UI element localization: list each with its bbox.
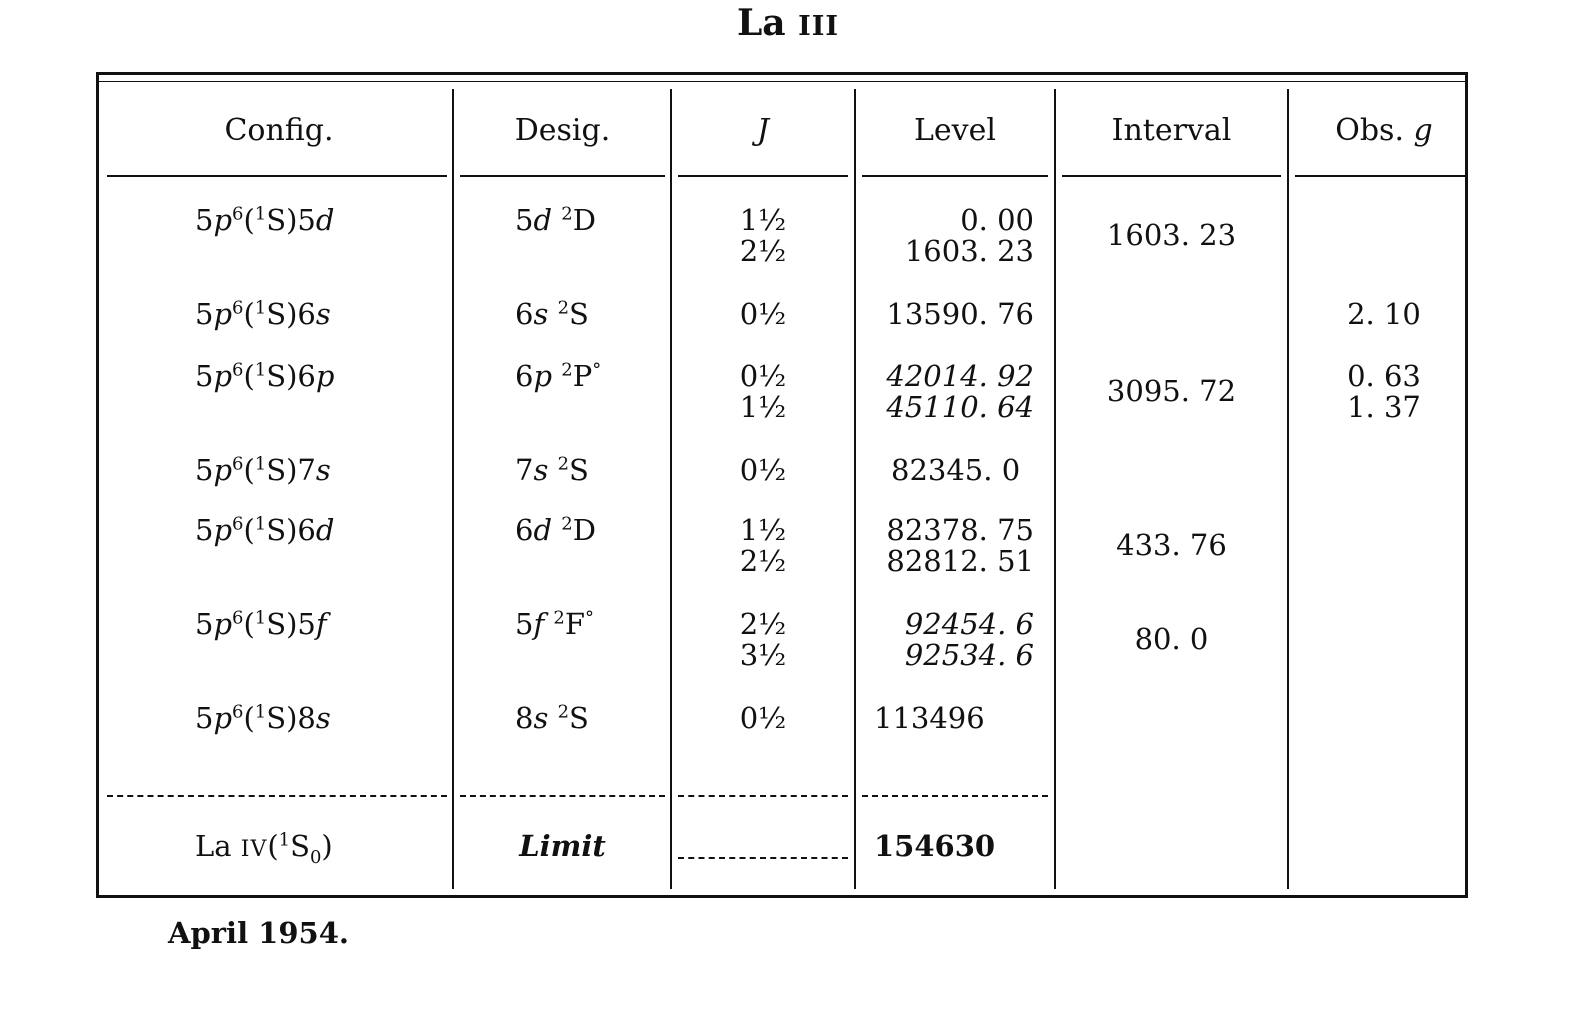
header-rule — [1295, 175, 1465, 177]
limit-level: 154630 — [874, 829, 996, 863]
row-level: 42014. 92 45110. 64 — [886, 359, 1034, 424]
header-rule — [678, 175, 848, 177]
row-config: $5p^6(^1S)5f$ — [195, 607, 327, 641]
row-config: $5p^6(^1S)5d$ — [195, 203, 335, 237]
row-desig: 6d $^2$D — [515, 513, 596, 547]
row-desig: 8s $^2$S — [515, 701, 589, 735]
header-rule — [862, 175, 1048, 177]
row-level: 113496 — [874, 701, 985, 735]
row-level: 82345. 0 — [891, 453, 1021, 487]
row-desig: 6s $^2$S — [515, 297, 589, 331]
header-rule — [1062, 175, 1281, 177]
row-j: 1½ 2½ — [739, 203, 787, 268]
row-interval: 433. 76 — [1116, 528, 1227, 562]
header-rule — [107, 175, 447, 177]
header-desig: Desig. — [514, 113, 611, 148]
limit-desig: Limit — [519, 829, 606, 863]
header-j: J — [756, 113, 770, 148]
row-config: $5p^6(^1S)7s$ — [195, 453, 331, 487]
limit-separator — [678, 795, 848, 797]
row-j: 0½ — [739, 297, 787, 331]
limit-separator — [460, 795, 665, 797]
page-title — [0, 2, 1576, 44]
row-j: 0½ — [739, 453, 787, 487]
column-divider — [1054, 89, 1056, 889]
row-j: 2½ 3½ — [739, 607, 787, 672]
row-level: 82378. 75 82812. 51 — [886, 513, 1034, 578]
column-divider — [1287, 89, 1289, 889]
column-divider — [854, 89, 856, 889]
row-interval: 3095. 72 — [1106, 374, 1237, 408]
row-config: $5p^6(^1S)6p$ — [195, 359, 335, 393]
row-config: $5p^6(^1S)8s$ — [195, 701, 331, 735]
row-desig: 6p $^2$P° — [515, 359, 602, 393]
row-interval: 1603. 23 — [1106, 218, 1237, 252]
row-desig: 5d $^2$D — [515, 203, 596, 237]
row-desig: 7s $^2$S — [515, 453, 589, 487]
row-level: 0. 00 1603. 23 — [904, 203, 1034, 268]
row-config: $5p^6(^1S)6s$ — [195, 297, 331, 331]
row-j: 0½ 1½ — [739, 359, 787, 424]
limit-j-dash — [678, 857, 848, 859]
row-desig: 5f $^2$F° — [515, 607, 594, 641]
energy-level-table — [96, 72, 1468, 898]
header-obs-g: Obs. g — [1335, 113, 1433, 148]
row-j: 1½ 2½ — [739, 513, 787, 578]
footer-date: April 1954. — [168, 916, 349, 950]
title-element: La — [736, 2, 786, 44]
row-level: 92454. 6 92534. 6 — [904, 607, 1034, 672]
column-divider — [670, 89, 672, 889]
title-ion-stage: III — [798, 11, 840, 42]
header-config: Config. — [224, 113, 334, 148]
row-interval: 80. 0 — [1134, 622, 1209, 656]
row-level: 13590. 76 — [886, 297, 1034, 331]
row-obs-g: 0. 63 1. 37 — [1347, 359, 1421, 424]
limit-separator — [107, 795, 447, 797]
header-rule — [460, 175, 665, 177]
row-j: 0½ — [739, 701, 787, 735]
column-divider — [452, 89, 454, 889]
header-level: Level — [914, 113, 996, 148]
header-interval: Interval — [1111, 113, 1232, 148]
limit-config: La $IV(^1S_0)$ — [195, 829, 333, 868]
row-obs-g: 2. 10 — [1347, 297, 1421, 331]
limit-separator — [862, 795, 1048, 797]
row-config: $5p^6(^1S)6d$ — [195, 513, 335, 547]
